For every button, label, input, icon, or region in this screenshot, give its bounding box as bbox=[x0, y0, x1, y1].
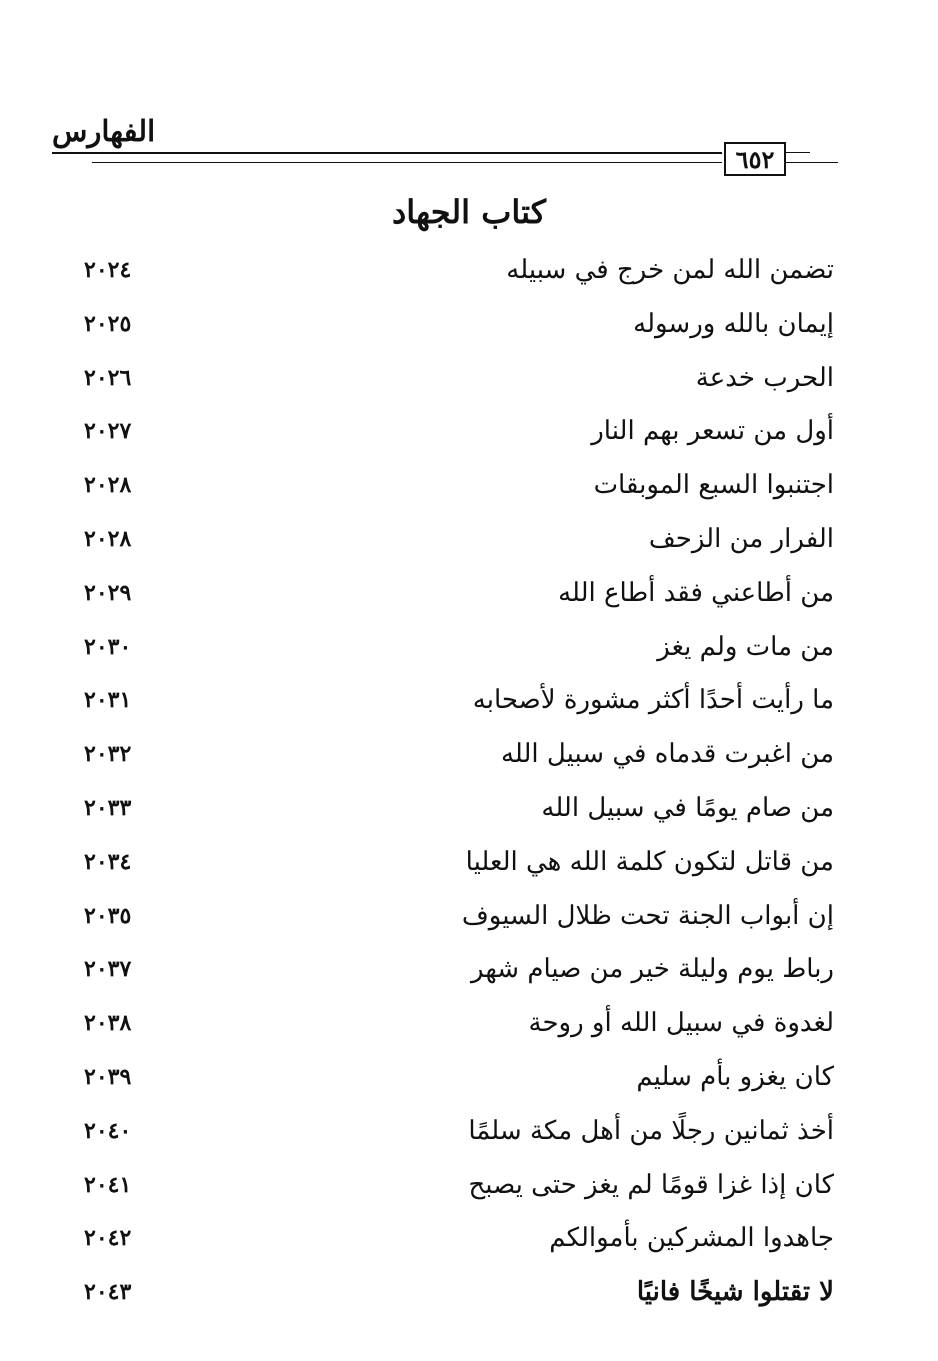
toc-entry bbox=[0, 1269, 938, 1323]
entry-number: ٢٠٣٨ bbox=[84, 1010, 132, 1037]
section-title: كتاب الجهاد bbox=[392, 193, 546, 231]
entry-number: ٢٠٤٠ bbox=[84, 1117, 132, 1144]
entry-number: ٢٠٢٦ bbox=[84, 364, 132, 391]
entry-title: من أطاعني فقد أطاع الله bbox=[558, 577, 834, 608]
header-title: الفهارس bbox=[52, 114, 156, 148]
entry-number: ٢٠٢٩ bbox=[84, 579, 132, 606]
entry-title: لغدوة في سبيل الله أو روحة bbox=[528, 1008, 834, 1039]
entry-number: ٢٠٣٢ bbox=[84, 741, 132, 768]
toc-entry bbox=[0, 408, 938, 462]
entry-number: ٢٠٣٠ bbox=[84, 633, 132, 660]
header-rule-right-bottom bbox=[786, 162, 838, 163]
header-rule-bottom bbox=[92, 162, 722, 163]
entry-number: ٢٠٣٧ bbox=[84, 956, 132, 983]
page-number: ٦٥٢ bbox=[724, 142, 786, 176]
entry-title: كان إذا غزا قومًا لم يغز حتى يصبح bbox=[468, 1169, 834, 1200]
entry-number: ٢٠٢٨ bbox=[84, 525, 132, 552]
header-rule-top bbox=[52, 152, 722, 154]
entry-title: إن أبواب الجنة تحت ظلال السيوف bbox=[461, 900, 834, 931]
toc-entry bbox=[0, 301, 938, 355]
entry-number: ٢٠٤٢ bbox=[84, 1225, 132, 1252]
entry-title: كان يغزو بأم سليم bbox=[636, 1061, 834, 1092]
toc-entry bbox=[0, 516, 938, 570]
toc-entry bbox=[0, 570, 938, 624]
toc-entry bbox=[0, 462, 938, 516]
entry-title: تضمن الله لمن خرج في سبيله bbox=[506, 255, 834, 285]
toc-list bbox=[0, 247, 938, 1323]
entry-title: من اغبرت قدماه في سبيل الله bbox=[500, 739, 834, 770]
entry-title: الحرب خدعة bbox=[695, 362, 834, 393]
entry-title: رباط يوم وليلة خير من صيام شهر bbox=[470, 954, 834, 985]
entry-title: إيمان بالله ورسوله bbox=[633, 308, 834, 339]
toc-entry bbox=[0, 731, 938, 785]
toc-entry bbox=[0, 1162, 938, 1216]
toc-entry bbox=[0, 624, 938, 678]
entry-title: لا تقتلوا شيخًا فانيًا bbox=[636, 1277, 834, 1308]
entry-title: من مات ولم يغز bbox=[657, 631, 834, 662]
toc-entry bbox=[0, 785, 938, 839]
entry-number: ٢٠٢٧ bbox=[84, 418, 132, 445]
toc-entry bbox=[0, 1000, 938, 1054]
entry-title: اجتنبوا السبع الموبقات bbox=[593, 470, 834, 501]
entry-number: ٢٠٣٩ bbox=[84, 1063, 132, 1090]
toc-entry bbox=[0, 839, 938, 893]
entry-number: ٢٠٣٥ bbox=[84, 902, 132, 929]
entry-number: ٢٠٢٥ bbox=[84, 310, 132, 337]
entry-title: من صام يومًا في سبيل الله bbox=[541, 792, 834, 823]
entry-number: ٢٠٢٨ bbox=[84, 472, 132, 499]
toc-entry bbox=[0, 355, 938, 409]
entry-title: الفرار من الزحف bbox=[648, 523, 834, 554]
entry-number: ٢٠٢٤ bbox=[84, 257, 132, 283]
entry-title: أخذ ثمانين رجلًا من أهل مكة سلمًا bbox=[468, 1115, 834, 1146]
entry-number: ٢٠٣٤ bbox=[84, 848, 132, 875]
toc-entry bbox=[0, 1108, 938, 1162]
entry-number: ٢٠٤٣ bbox=[84, 1279, 132, 1306]
entry-number: ٢٠٣٣ bbox=[84, 794, 132, 821]
entry-title: جاهدوا المشركين بأموالكم bbox=[549, 1223, 834, 1254]
entry-title: ما رأيت أحدًا أكثر مشورة لأصحابه bbox=[472, 685, 834, 716]
toc-entry bbox=[0, 1054, 938, 1108]
entry-number: ٢٠٤١ bbox=[84, 1171, 132, 1198]
toc-entry bbox=[0, 247, 938, 301]
header-rule-right-top bbox=[786, 152, 810, 153]
entry-title: من قاتل لتكون كلمة الله هي العليا bbox=[465, 846, 834, 877]
toc-entry bbox=[0, 946, 938, 1000]
toc-entry bbox=[0, 893, 938, 947]
toc-entry bbox=[0, 1215, 938, 1269]
entry-number: ٢٠٣١ bbox=[84, 687, 132, 714]
entry-title: أول من تسعر بهم النار bbox=[591, 416, 834, 447]
toc-entry bbox=[0, 677, 938, 731]
